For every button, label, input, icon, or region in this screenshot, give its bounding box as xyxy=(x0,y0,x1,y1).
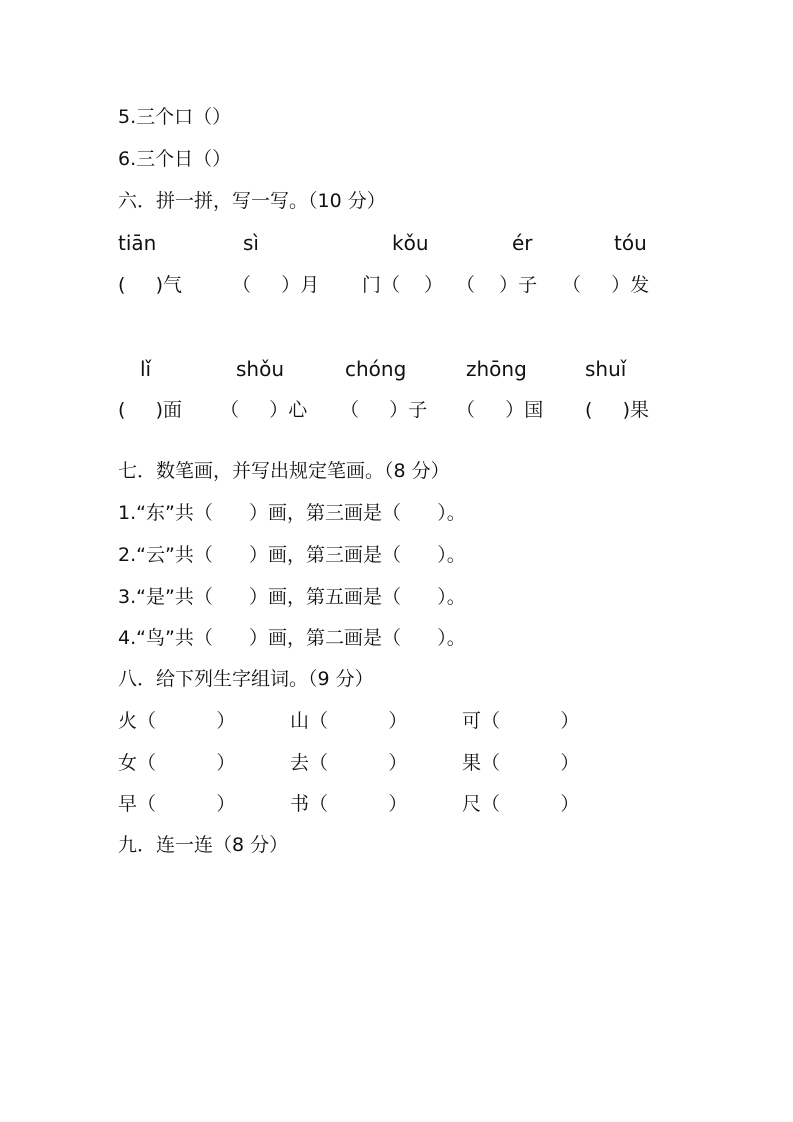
pinyin-chong: chóng xyxy=(345,357,407,381)
word-qu: 去（ ） xyxy=(290,752,408,774)
pinyin-kou: kǒu xyxy=(392,231,429,255)
word-guo: 果（ ） xyxy=(462,752,580,774)
pinyin-li: lǐ xyxy=(140,357,152,381)
blank-mian: ( )面 xyxy=(118,399,183,421)
pinyin-zhong: zhōng xyxy=(466,357,527,381)
word-zao: 早（ ） xyxy=(118,793,236,815)
blank-guo: （ ）国 xyxy=(456,399,544,421)
section-8-heading: 八．给下列生字组词。（9 分） xyxy=(118,668,374,690)
word-shu: 书（ ） xyxy=(290,793,408,815)
section-9-heading: 九．连一连（8 分） xyxy=(118,834,289,856)
word-chi: 尺（ ） xyxy=(462,793,580,815)
stroke-question-4: 4.“鸟”共（ ）画，第二画是（ ）。 xyxy=(118,627,466,649)
blank-zi: （ ）子 xyxy=(456,274,538,296)
stroke-question-3: 3.“是”共（ ）画，第五画是（ ）。 xyxy=(118,586,466,608)
blank-guo-2: ( )果 xyxy=(585,399,650,421)
word-shan: 山（ ） xyxy=(290,710,408,732)
section-6-heading: 六．拼一拼，写一写。（10 分） xyxy=(118,190,386,212)
stroke-question-2: 2.“云”共（ ）画，第三画是（ ）。 xyxy=(118,544,466,566)
blank-xin: （ ）心 xyxy=(220,399,308,421)
question-5: 5.三个口（） xyxy=(118,106,232,128)
pinyin-shui: shuǐ xyxy=(585,357,627,381)
pinyin-er: ér xyxy=(512,231,533,255)
word-huo: 火（ ） xyxy=(118,710,236,732)
pinyin-shou: shǒu xyxy=(236,357,285,381)
pinyin-tian: tiān xyxy=(118,231,157,255)
blank-zi-2: （ ）子 xyxy=(340,399,428,421)
word-nv: 女（ ） xyxy=(118,752,236,774)
stroke-question-1: 1.“东”共（ ）画，第三画是（ ）。 xyxy=(118,502,466,524)
blank-fa: （ ）发 xyxy=(562,274,650,296)
pinyin-si: sì xyxy=(243,231,259,255)
pinyin-tou: tóu xyxy=(614,231,647,255)
word-ke: 可（ ） xyxy=(462,710,580,732)
blank-qi: ( )气 xyxy=(118,274,183,296)
blank-yue: （ ）月 xyxy=(232,274,320,296)
section-7-heading: 七．数笔画，并写出规定笔画。（8 分） xyxy=(118,460,450,482)
blank-men: 门（ ） xyxy=(362,274,444,296)
question-6: 6.三个日（） xyxy=(118,148,232,170)
